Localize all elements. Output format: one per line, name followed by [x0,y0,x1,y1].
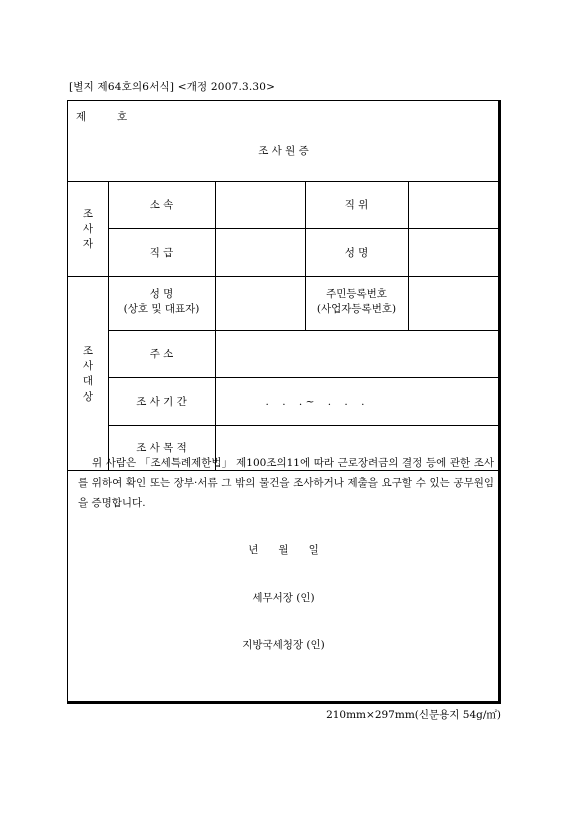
regional-tax-office-head-signature: 지방국세청장 (인) [242,639,325,651]
tax-office-head-signature: 세무서장 (인) [252,592,315,604]
divider-line [108,181,109,470]
business-registration-sublabel: (사업자등록번호) [316,303,397,315]
investigation-purpose-label: 조 사 목 적 [136,442,187,454]
divider-line [408,181,409,330]
certification-statement: 위 사람은 「조세특례제한법」 제100조의11에 따라 근로장려금의 결정 등에 관한 조사를 위하여 확인 또는 장부·서류 그 밖의 물건을 조사하거나 제출을 요구할 수 있는 공무원임을 증명합니다. [78,457,494,509]
divider-line [68,276,499,277]
address-label: 주 소 [149,348,174,360]
number-label-je: 제 [76,111,87,123]
target-section-label: 조사대상 [82,345,94,403]
divider-line [108,425,499,426]
divider-line [68,181,499,182]
form-title: 조 사 원 증 [258,145,309,157]
date-line: 년 월 일 [248,544,319,556]
divider-line [108,377,499,378]
investigator-certificate-form [67,100,501,704]
affiliation-label: 소 속 [149,199,174,211]
divider-line [108,228,499,229]
divider-line [215,181,216,470]
paper-spec-footer: 210mm×297mm(신문용지 54g/㎡) [326,709,501,721]
number-label-ho: 호 [117,111,128,123]
form-header: [별지 제64호의6서식] <개정 2007.3.30> [69,81,276,93]
investigation-period-value: . . . ~ . . . [265,396,365,408]
investigation-period-label: 조 사 기 간 [136,396,187,408]
position-label: 직 위 [344,199,369,211]
registration-number-label: 주민등록번호 [326,288,387,300]
investigator-name-label: 성 명 [344,247,369,259]
investigator-section-label: 조사자 [82,208,94,251]
target-name-label: 성 명 [149,288,174,300]
divider-line [108,330,499,331]
target-name-sublabel: (상호 및 대표자) [123,303,200,315]
grade-label: 직 급 [149,247,174,259]
